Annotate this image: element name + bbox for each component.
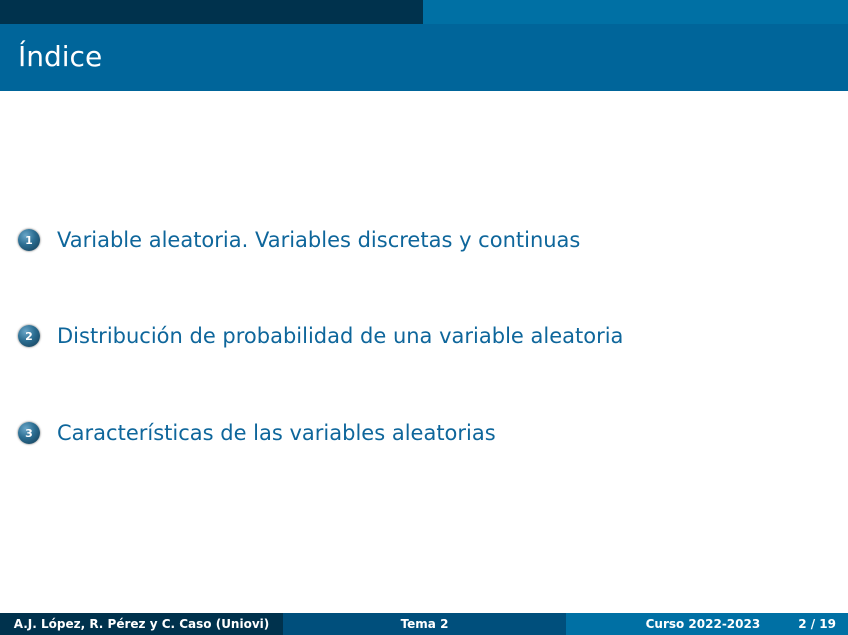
page-title: Índice (18, 40, 103, 73)
frame-title-bar (0, 24, 848, 91)
toc-item-label[interactable]: Características de las variables aleatorias (57, 421, 496, 445)
footline (0, 613, 848, 635)
section-number-ball-icon (14, 225, 44, 255)
top-bar-left-segment (0, 0, 423, 24)
section-number-ball-icon (14, 418, 44, 448)
toc-item-number: 2 (18, 325, 40, 347)
footer-page-number: 2 / 19 (798, 617, 836, 631)
footer-authors: A.J. López, R. Pérez y C. Caso (Uniovi) (0, 613, 283, 635)
section-number-ball-icon (14, 321, 44, 351)
toc-item-label[interactable]: Variable aleatoria. Variables discretas y continuas (57, 228, 581, 252)
toc-item-number: 3 (18, 422, 40, 444)
footer-course: Curso 2022-2023 (645, 617, 761, 631)
toc-item-2[interactable] (14, 321, 623, 351)
footer-topic: Tema 2 (283, 613, 566, 635)
top-navigation-bar (0, 0, 848, 24)
toc-item-number: 1 (18, 229, 40, 251)
toc-item-label[interactable]: Distribución de probabilidad de una variable aleatoria (57, 324, 624, 348)
toc-item-3[interactable] (14, 418, 496, 448)
toc-item-1[interactable] (14, 225, 580, 255)
top-bar-right-segment (423, 0, 848, 24)
footer-course-info (566, 613, 848, 635)
